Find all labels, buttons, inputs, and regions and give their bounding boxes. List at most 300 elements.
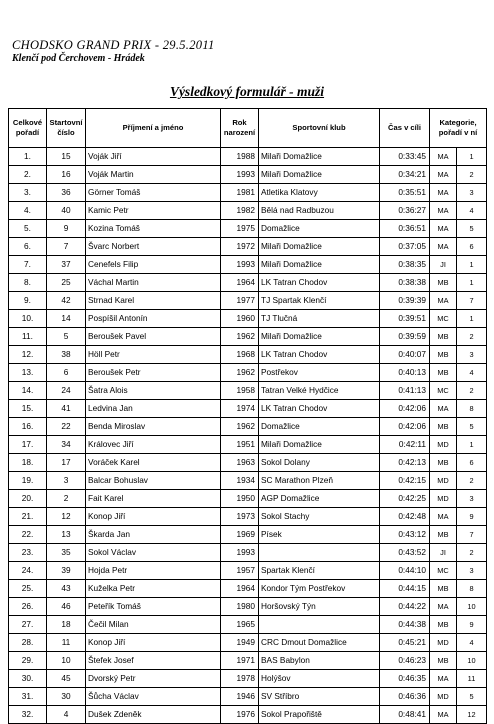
cell-year: 1946 — [221, 688, 259, 706]
cell-category-position: 2 — [457, 166, 487, 184]
cell-place: 15. — [9, 400, 47, 418]
cell-category-position: 2 — [457, 382, 487, 400]
table-row — [9, 328, 487, 346]
cell-bib: 7 — [47, 238, 86, 256]
cell-bib: 13 — [47, 526, 86, 544]
cell-time: 0:34:21 — [380, 166, 430, 184]
cell-category: MA — [430, 292, 457, 310]
cell-category-position: 8 — [457, 400, 487, 418]
table-row — [9, 292, 487, 310]
cell-category-position: 8 — [457, 580, 487, 598]
cell-bib: 16 — [47, 166, 86, 184]
cell-category-position: 2 — [457, 328, 487, 346]
cell-category-position: 1 — [457, 148, 487, 166]
cell-place: 11. — [9, 328, 47, 346]
cell-category: MD — [430, 688, 457, 706]
cell-time: 0:40:13 — [380, 364, 430, 382]
table-row — [9, 148, 487, 166]
cell-time: 0:48:41 — [380, 706, 430, 724]
cell-category: MB — [430, 418, 457, 436]
cell-place: 22. — [9, 526, 47, 544]
cell-time: 0:42:25 — [380, 490, 430, 508]
cell-bib: 12 — [47, 508, 86, 526]
cell-place: 8. — [9, 274, 47, 292]
cell-year: 1993 — [221, 256, 259, 274]
cell-bib: 22 — [47, 418, 86, 436]
cell-name: Dvorský Petr — [86, 670, 221, 688]
cell-name: Váchal Martin — [86, 274, 221, 292]
cell-place: 18. — [9, 454, 47, 472]
cell-time: 0:38:35 — [380, 256, 430, 274]
cell-time: 0:42:15 — [380, 472, 430, 490]
cell-club: Atletika Klatovy — [259, 184, 380, 202]
cell-name: Fait Karel — [86, 490, 221, 508]
cell-club: Milaři Domažlice — [259, 436, 380, 454]
cell-place: 2. — [9, 166, 47, 184]
cell-year: 1993 — [221, 544, 259, 562]
cell-place: 27. — [9, 616, 47, 634]
cell-time: 0:44:10 — [380, 562, 430, 580]
cell-place: 6. — [9, 238, 47, 256]
cell-place: 21. — [9, 508, 47, 526]
cell-name: Beroušek Pavel — [86, 328, 221, 346]
cell-category: MD — [430, 490, 457, 508]
table-header-row — [9, 109, 487, 148]
cell-category-position: 6 — [457, 238, 487, 256]
table-row — [9, 490, 487, 508]
cell-bib: 42 — [47, 292, 86, 310]
table-row — [9, 472, 487, 490]
cell-category: JI — [430, 256, 457, 274]
cell-bib: 9 — [47, 220, 86, 238]
cell-time: 0:36:51 — [380, 220, 430, 238]
cell-category: MB — [430, 454, 457, 472]
cell-category-position: 7 — [457, 526, 487, 544]
cell-club: Sokol Prapořiště — [259, 706, 380, 724]
cell-category-position: 3 — [457, 490, 487, 508]
cell-club: Holýšov — [259, 670, 380, 688]
event-subtitle: Klenčí pod Čerchovem - Hrádek — [12, 53, 145, 64]
cell-category-position: 9 — [457, 508, 487, 526]
table-row — [9, 508, 487, 526]
cell-year: 1982 — [221, 202, 259, 220]
cell-year: 1981 — [221, 184, 259, 202]
cell-category: MC — [430, 310, 457, 328]
cell-time: 0:43:12 — [380, 526, 430, 544]
table-row — [9, 670, 487, 688]
cell-category-position: 2 — [457, 544, 487, 562]
cell-category-position: 4 — [457, 202, 487, 220]
cell-name: Čečil Milan — [86, 616, 221, 634]
cell-year: 1949 — [221, 634, 259, 652]
cell-category-position: 1 — [457, 436, 487, 454]
table-row — [9, 184, 487, 202]
cell-year: 1980 — [221, 598, 259, 616]
cell-time: 0:46:35 — [380, 670, 430, 688]
cell-place: 4. — [9, 202, 47, 220]
cell-time: 0:40:07 — [380, 346, 430, 364]
cell-place: 23. — [9, 544, 47, 562]
cell-category: MB — [430, 616, 457, 634]
cell-category: MA — [430, 598, 457, 616]
cell-name: Ledvina Jan — [86, 400, 221, 418]
cell-time: 0:36:27 — [380, 202, 430, 220]
cell-year: 1960 — [221, 310, 259, 328]
cell-bib: 41 — [47, 400, 86, 418]
cell-name: Královec Jiří — [86, 436, 221, 454]
cell-category: MB — [430, 580, 457, 598]
cell-name: Šůcha Václav — [86, 688, 221, 706]
cell-year: 1976 — [221, 706, 259, 724]
cell-name: Balcar Bohuslav — [86, 472, 221, 490]
cell-year: 1964 — [221, 274, 259, 292]
cell-time: 0:45:21 — [380, 634, 430, 652]
cell-category: MC — [430, 382, 457, 400]
cell-time: 0:39:59 — [380, 328, 430, 346]
cell-club — [259, 544, 380, 562]
cell-year: 1964 — [221, 580, 259, 598]
cell-place: 26. — [9, 598, 47, 616]
cell-category: MA — [430, 202, 457, 220]
table-row — [9, 454, 487, 472]
cell-bib: 40 — [47, 202, 86, 220]
cell-year: 1963 — [221, 454, 259, 472]
cell-category-position: 1 — [457, 256, 487, 274]
cell-bib: 2 — [47, 490, 86, 508]
cell-name: Voráček Karel — [86, 454, 221, 472]
cell-category: MB — [430, 526, 457, 544]
cell-club: CRC Dmout Domažlice — [259, 634, 380, 652]
cell-category: MA — [430, 184, 457, 202]
cell-bib: 24 — [47, 382, 86, 400]
cell-category-position: 3 — [457, 346, 487, 364]
cell-year: 1971 — [221, 652, 259, 670]
cell-time: 0:42:48 — [380, 508, 430, 526]
table-row — [9, 598, 487, 616]
cell-name: Benda Miroslav — [86, 418, 221, 436]
table-row — [9, 544, 487, 562]
cell-bib: 37 — [47, 256, 86, 274]
cell-club: LK Tatran Chodov — [259, 274, 380, 292]
cell-bib: 10 — [47, 652, 86, 670]
cell-bib: 35 — [47, 544, 86, 562]
cell-place: 7. — [9, 256, 47, 274]
event-title: CHODSKO GRAND PRIX - 29.5.2011 — [12, 38, 215, 52]
cell-club: Kondor Tým Postřekov — [259, 580, 380, 598]
cell-place: 30. — [9, 670, 47, 688]
cell-time: 0:37:05 — [380, 238, 430, 256]
cell-category: MA — [430, 670, 457, 688]
cell-club: Milaři Domažlice — [259, 238, 380, 256]
cell-place: 3. — [9, 184, 47, 202]
cell-name: Pospíšil Antonín — [86, 310, 221, 328]
table-row — [9, 220, 487, 238]
cell-category: MA — [430, 508, 457, 526]
cell-club: Milaři Domažlice — [259, 166, 380, 184]
cell-category: MA — [430, 166, 457, 184]
cell-time: 0:33:45 — [380, 148, 430, 166]
table-row — [9, 526, 487, 544]
cell-club: TJ Tlučná — [259, 310, 380, 328]
cell-category: MD — [430, 472, 457, 490]
cell-category-position: 5 — [457, 220, 487, 238]
cell-year: 1972 — [221, 238, 259, 256]
cell-bib: 4 — [47, 706, 86, 724]
table-row — [9, 346, 487, 364]
cell-name: Beroušek Petr — [86, 364, 221, 382]
cell-time: 0:44:22 — [380, 598, 430, 616]
table-row — [9, 238, 487, 256]
cell-category: MB — [430, 328, 457, 346]
header-place: Celkové pořadí — [9, 109, 47, 148]
cell-year: 1993 — [221, 166, 259, 184]
cell-place: 12. — [9, 346, 47, 364]
cell-bib: 6 — [47, 364, 86, 382]
cell-bib: 38 — [47, 346, 86, 364]
cell-category: MB — [430, 274, 457, 292]
cell-year: 1934 — [221, 472, 259, 490]
cell-name: Dušek Zdeněk — [86, 706, 221, 724]
cell-club: Písek — [259, 526, 380, 544]
cell-category-position: 4 — [457, 634, 487, 652]
cell-club: Horšovský Týn — [259, 598, 380, 616]
cell-place: 17. — [9, 436, 47, 454]
cell-place: 10. — [9, 310, 47, 328]
cell-time: 0:38:38 — [380, 274, 430, 292]
cell-bib: 30 — [47, 688, 86, 706]
cell-name: Höll Petr — [86, 346, 221, 364]
cell-category: MB — [430, 652, 457, 670]
cell-year: 1973 — [221, 508, 259, 526]
cell-name: Štefek Josef — [86, 652, 221, 670]
cell-time: 0:41:13 — [380, 382, 430, 400]
table-row — [9, 652, 487, 670]
cell-category-position: 11 — [457, 670, 487, 688]
header-year: Rok narození — [221, 109, 259, 148]
cell-name: Voják Martin — [86, 166, 221, 184]
cell-place: 16. — [9, 418, 47, 436]
cell-category-position: 10 — [457, 598, 487, 616]
cell-time: 0:44:15 — [380, 580, 430, 598]
cell-category: MA — [430, 706, 457, 724]
cell-category-position: 9 — [457, 616, 487, 634]
cell-bib: 5 — [47, 328, 86, 346]
cell-category-position: 7 — [457, 292, 487, 310]
cell-bib: 34 — [47, 436, 86, 454]
cell-year: 1958 — [221, 382, 259, 400]
results-body — [9, 148, 487, 724]
cell-place: 29. — [9, 652, 47, 670]
cell-name: Cenefels Filip — [86, 256, 221, 274]
cell-category: MA — [430, 238, 457, 256]
cell-year: 1975 — [221, 220, 259, 238]
cell-time: 0:42:06 — [380, 418, 430, 436]
cell-place: 25. — [9, 580, 47, 598]
table-row — [9, 436, 487, 454]
cell-year: 1965 — [221, 616, 259, 634]
cell-year: 1974 — [221, 400, 259, 418]
cell-name: Görner Tomáš — [86, 184, 221, 202]
table-row — [9, 202, 487, 220]
cell-year: 1969 — [221, 526, 259, 544]
cell-category: MB — [430, 364, 457, 382]
cell-year: 1957 — [221, 562, 259, 580]
cell-name: Strnad Karel — [86, 292, 221, 310]
cell-name: Sokol Václav — [86, 544, 221, 562]
table-row — [9, 562, 487, 580]
header-category: Kategorie, pořadí v ní — [430, 109, 487, 148]
cell-name: Voják Jiří — [86, 148, 221, 166]
cell-category-position: 1 — [457, 274, 487, 292]
cell-bib: 11 — [47, 634, 86, 652]
cell-year: 1950 — [221, 490, 259, 508]
cell-category-position: 4 — [457, 364, 487, 382]
cell-category: MD — [430, 634, 457, 652]
cell-category-position: 1 — [457, 310, 487, 328]
cell-category: MA — [430, 148, 457, 166]
cell-year: 1962 — [221, 328, 259, 346]
cell-club: AGP Domažlice — [259, 490, 380, 508]
table-row — [9, 310, 487, 328]
cell-club: Sokol Stachy — [259, 508, 380, 526]
cell-place: 32. — [9, 706, 47, 724]
cell-club: SC Marathon Plzeň — [259, 472, 380, 490]
cell-year: 1968 — [221, 346, 259, 364]
cell-place: 28. — [9, 634, 47, 652]
table-row — [9, 418, 487, 436]
cell-category: MA — [430, 220, 457, 238]
cell-place: 19. — [9, 472, 47, 490]
header-name: Příjmení a jméno — [86, 109, 221, 148]
table-row — [9, 634, 487, 652]
cell-year: 1988 — [221, 148, 259, 166]
cell-name: Šatra Alois — [86, 382, 221, 400]
cell-place: 5. — [9, 220, 47, 238]
table-row — [9, 688, 487, 706]
cell-place: 20. — [9, 490, 47, 508]
cell-category: MA — [430, 400, 457, 418]
cell-name: Kozina Tomáš — [86, 220, 221, 238]
cell-bib: 45 — [47, 670, 86, 688]
cell-place: 13. — [9, 364, 47, 382]
cell-year: 1977 — [221, 292, 259, 310]
header-bib: Startovní číslo — [47, 109, 86, 148]
cell-category-position: 2 — [457, 472, 487, 490]
table-row — [9, 364, 487, 382]
cell-place: 9. — [9, 292, 47, 310]
cell-time: 0:46:36 — [380, 688, 430, 706]
table-row — [9, 166, 487, 184]
cell-category-position: 5 — [457, 418, 487, 436]
header-club: Sportovní klub — [259, 109, 380, 148]
cell-bib: 39 — [47, 562, 86, 580]
cell-time: 0:43:52 — [380, 544, 430, 562]
cell-club: Sokol Dolany — [259, 454, 380, 472]
cell-bib: 3 — [47, 472, 86, 490]
cell-place: 24. — [9, 562, 47, 580]
cell-bib: 36 — [47, 184, 86, 202]
table-row — [9, 256, 487, 274]
cell-time: 0:39:51 — [380, 310, 430, 328]
cell-category-position: 5 — [457, 688, 487, 706]
results-table — [8, 108, 487, 724]
cell-category-position: 3 — [457, 184, 487, 202]
cell-club: Bělá nad Radbuzou — [259, 202, 380, 220]
cell-bib: 14 — [47, 310, 86, 328]
cell-club: Spartak Klenčí — [259, 562, 380, 580]
cell-bib: 18 — [47, 616, 86, 634]
cell-place: 14. — [9, 382, 47, 400]
cell-time: 0:42:11 — [380, 436, 430, 454]
cell-name: Švarc Norbert — [86, 238, 221, 256]
cell-club: TJ Spartak Klenčí — [259, 292, 380, 310]
cell-category-position: 3 — [457, 562, 487, 580]
cell-category-position: 6 — [457, 454, 487, 472]
table-row — [9, 382, 487, 400]
cell-place: 31. — [9, 688, 47, 706]
cell-year: 1978 — [221, 670, 259, 688]
cell-club: BAS Babylon — [259, 652, 380, 670]
cell-club: LK Tatran Chodov — [259, 400, 380, 418]
cell-club: SV Stříbro — [259, 688, 380, 706]
cell-category-position: 12 — [457, 706, 487, 724]
cell-time: 0:44:38 — [380, 616, 430, 634]
cell-year: 1951 — [221, 436, 259, 454]
cell-club — [259, 616, 380, 634]
cell-bib: 17 — [47, 454, 86, 472]
table-row — [9, 274, 487, 292]
cell-year: 1962 — [221, 418, 259, 436]
cell-time: 0:35:51 — [380, 184, 430, 202]
cell-year: 1962 — [221, 364, 259, 382]
cell-time: 0:42:06 — [380, 400, 430, 418]
cell-club: Milaři Domažlice — [259, 328, 380, 346]
cell-name: Konop Jiří — [86, 508, 221, 526]
cell-club: Domažlice — [259, 418, 380, 436]
table-row — [9, 706, 487, 724]
cell-category-position: 10 — [457, 652, 487, 670]
cell-club: Milaři Domažlice — [259, 148, 380, 166]
cell-club: Domažlice — [259, 220, 380, 238]
cell-name: Kuželka Petr — [86, 580, 221, 598]
cell-bib: 43 — [47, 580, 86, 598]
cell-club: LK Tatran Chodov — [259, 346, 380, 364]
header-time: Čas v cíli — [380, 109, 430, 148]
cell-time: 0:46:23 — [380, 652, 430, 670]
cell-place: 1. — [9, 148, 47, 166]
cell-name: Konop Jiří — [86, 634, 221, 652]
cell-name: Peteřík Tomáš — [86, 598, 221, 616]
cell-category: JI — [430, 544, 457, 562]
cell-bib: 15 — [47, 148, 86, 166]
cell-name: Hojda Petr — [86, 562, 221, 580]
cell-time: 0:42:13 — [380, 454, 430, 472]
cell-name: Škarda Jan — [86, 526, 221, 544]
form-title: Výsledkový formulář - muži — [169, 84, 325, 99]
cell-club: Tatran Velké Hydčice — [259, 382, 380, 400]
table-row — [9, 400, 487, 418]
cell-club: Milaři Domažlice — [259, 256, 380, 274]
cell-category: MB — [430, 346, 457, 364]
table-row — [9, 616, 487, 634]
cell-category: MC — [430, 562, 457, 580]
cell-time: 0:39:39 — [380, 292, 430, 310]
cell-bib: 25 — [47, 274, 86, 292]
cell-name: Kamic Petr — [86, 202, 221, 220]
cell-category: MD — [430, 436, 457, 454]
table-row — [9, 580, 487, 598]
cell-bib: 46 — [47, 598, 86, 616]
